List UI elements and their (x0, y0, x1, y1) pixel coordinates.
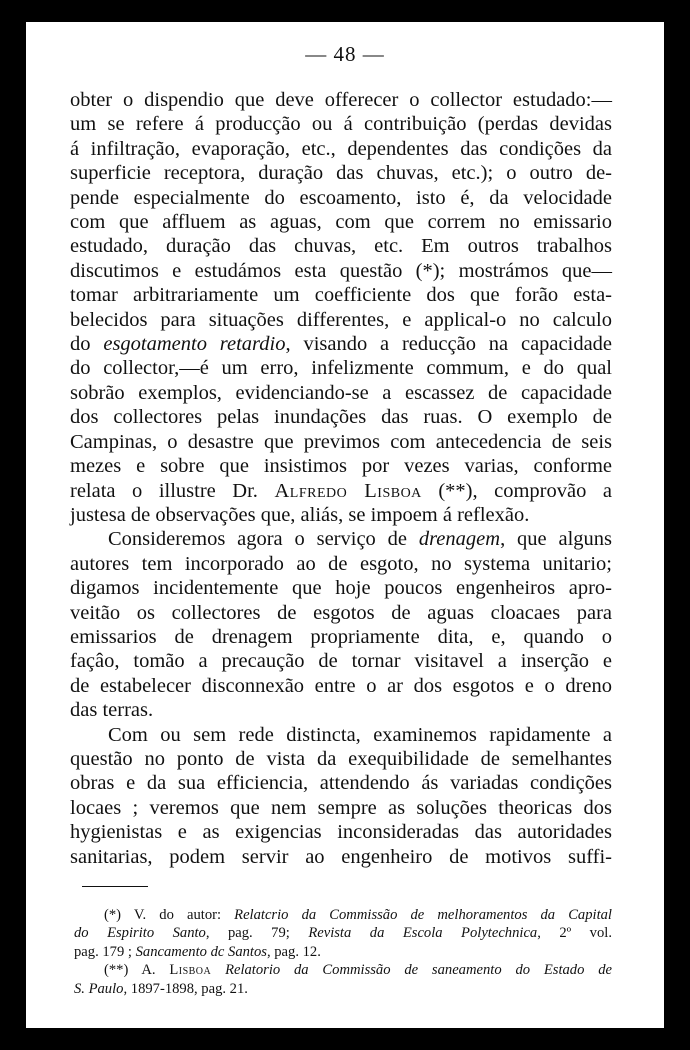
text-line: façâo, tomão a precaução de tornar visitavel a inserção e (70, 650, 612, 673)
text-run: , que alguns (500, 528, 612, 551)
paragraph-2 (70, 527, 612, 722)
footnote-title: Revista da Escola Polytechnica (308, 925, 538, 942)
text-run: (**), comprovão a (421, 479, 612, 502)
text-line: Com ou sem rede distincta, examinemos rapidamente a (108, 723, 612, 746)
footnote-2-line (74, 980, 612, 998)
text-run: do (70, 333, 104, 356)
text-line: estudado, duração das chuvas, etc. Em outros trabalhos (70, 235, 612, 258)
text-run: , pag. 12. (266, 943, 321, 960)
footnote-title: do Espirito Santo (74, 925, 206, 942)
italic-term: esgotamento retardio (103, 333, 286, 356)
text-line: sobrão exemplos, evidenciando-se a escassez de capacidade (70, 381, 612, 404)
footnote-mark: (**) A. (104, 962, 170, 979)
text-run: , 2º vol. (537, 925, 612, 942)
text-line: com que affluem as aguas, com que correm no emissario (70, 211, 612, 234)
text-line: questão no ponto de vista da exequibilidade de semelhantes (70, 747, 612, 770)
text-line: emissarios de drenagem propriamente dita, e, quando o (70, 625, 612, 648)
text-run: relata o illustre Dr. (70, 479, 275, 502)
footnote-1-line (74, 924, 612, 942)
footnote-title: Relatcrio da Commissão de melhoramentos da Capital (234, 907, 612, 923)
text-line: á infiltração, evaporação, etc., dependentes das condições da (70, 137, 612, 160)
body-text (70, 88, 612, 869)
text-line: discutimos e estudámos esta questão (*); mostrámos que— (70, 259, 612, 282)
footnote-title: Relatorio da Commissão de saneamento do Estado de (211, 962, 612, 979)
footnote-1-line (74, 906, 612, 924)
text-line: sanitarias, podem servir ao engenheiro de motivos suffi- (70, 845, 612, 868)
text-run: , visando a reducção na capacidade (285, 333, 613, 356)
text-line: autores tem incorporado ao de esgoto, no systema unitario; (70, 552, 612, 575)
text-line: locaes ; veremos que nem sempre as soluções theoricas dos (70, 796, 612, 819)
text-line: de estabelecer disconnexão entre o ar dos esgotos e o dreno (70, 674, 612, 697)
text-run: Consideremos agora o serviço de (108, 528, 419, 551)
italic-term: drenagem (418, 528, 501, 551)
text-line: pende especialmente do escoamento, isto é, da velocidade (70, 186, 612, 209)
footnote-rule (82, 886, 148, 887)
text-line: superficie receptora, duração das chuvas, etc.); o outro de- (70, 162, 612, 185)
paragraph-3 (70, 723, 612, 869)
footnote-1-line (74, 943, 612, 961)
text-line: do collector,—é um erro, infelizmente commum, e do qual (70, 357, 612, 380)
footnote-title: Sancamento dc Santos (135, 943, 267, 960)
text-line: dos collectores pelas inundações das ruas. O exemplo de (70, 406, 612, 429)
footnote-mark: (*) V. do autor: (104, 907, 235, 923)
text-line: justesa de observações que, aliás, se impoem á reflexão. (70, 503, 530, 526)
text-run: pag. 179 ; (74, 943, 136, 960)
author-name: Lisboa (169, 962, 212, 979)
text-run: , pag. 79; (205, 925, 309, 942)
author-name: Alfredo Lisboa (274, 479, 422, 502)
text-run: , 1897-1898, pag. 21. (123, 980, 248, 997)
text-line: um se refere á producção ou á contribuição (perdas devidas (70, 113, 612, 136)
text-line (70, 332, 612, 356)
text-line: das terras. (70, 699, 154, 722)
text-line: mezes e sobre que insistimos por vezes varias, conforme (70, 455, 612, 478)
footnote-2-line (74, 961, 612, 979)
text-line (70, 479, 612, 503)
text-line: obter o dispendio que deve offerecer o collector estudado:— (70, 89, 612, 111)
footnote-title: S. Paulo (74, 980, 124, 997)
text-line: hygienistas e as exigencias inconsideradas das autoridades (70, 821, 612, 844)
text-line: belecidos para situações differentes, e applical-o no calculo (70, 308, 612, 331)
text-line: digamos incidentemente que hoje poucos engenheiros apro- (70, 577, 612, 600)
book-page (26, 22, 664, 1028)
paragraph-1 (70, 88, 612, 527)
page-number: — 48 — (305, 42, 385, 66)
text-line: obras e da sua efficiencia, attendendo ás variadas condições (70, 772, 612, 795)
text-line (70, 527, 612, 551)
text-line: tomar arbitrariamente um coefficiente dos que forão esta- (70, 284, 612, 307)
text-line: veitão os collectores de esgotos de aguas cloacaes para (70, 601, 612, 624)
footnotes (74, 906, 612, 998)
text-line: Campinas, o desastre que previmos com antecedencia de seis (70, 430, 612, 453)
